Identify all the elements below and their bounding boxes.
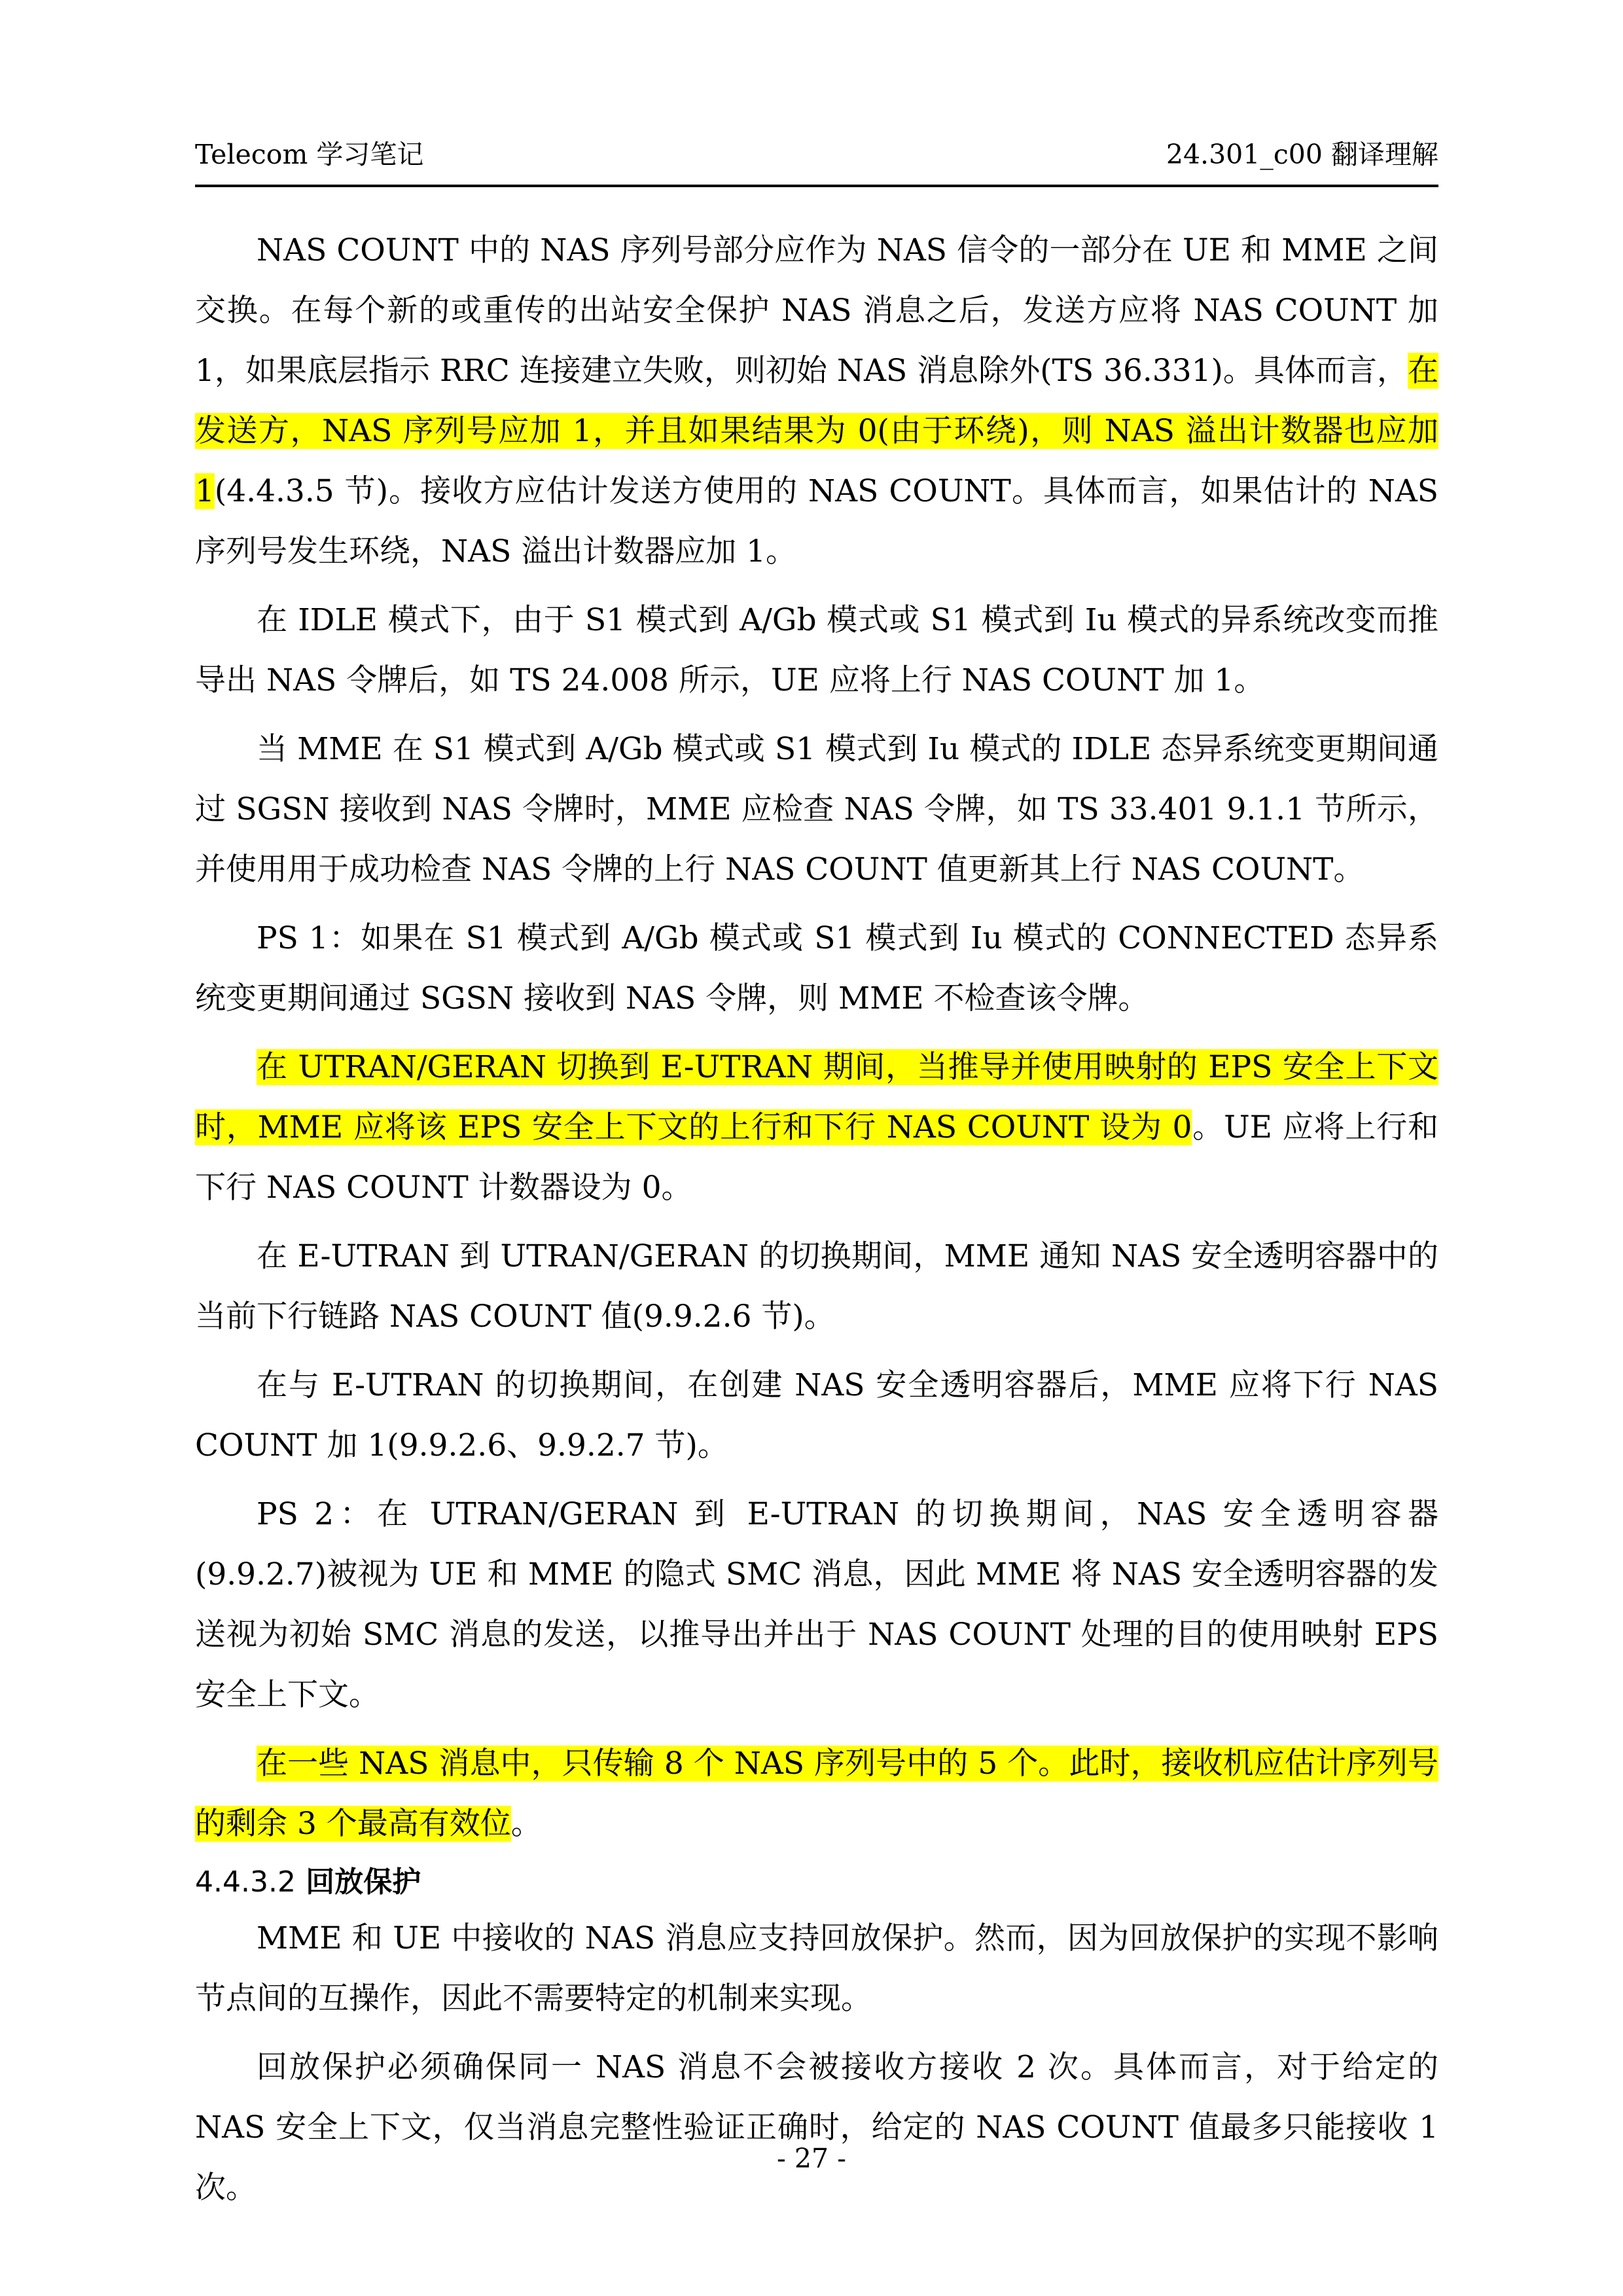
paragraph-replay-support — [195, 1909, 1438, 2029]
header-title: Telecom 学习笔记 — [195, 139, 424, 170]
paragraph-text: MME 和 UE 中接收的 NAS 消息应支持回放保护。然而，因为回放保护的实现不影响节点间的互操作，因此不需要特定的机制来实现。 — [195, 1920, 1438, 2017]
paragraph-replay-guarantee — [195, 2037, 1438, 2218]
paragraph-ps1 — [195, 908, 1438, 1029]
paragraph-idle-mode — [195, 590, 1438, 711]
section-title: 回放保护 — [306, 1865, 421, 1899]
paragraph-text: NAS COUNT 中的 NAS 序列号部分应作为 NAS 信令的一部分在 UE 和 MME 之间交换。在每个新的或重传的出站安全保护 NAS 消息之后，发送方应将 NAS COUNT 加 1，如果底层指示 RRC 连接建立失败，则初始 NAS 消息除外(TS 36.331)。具体而言， — [195, 232, 1438, 389]
paragraph-text: 。UE 应将上行和下行 NAS COUNT 计数器设为 0。 — [195, 1109, 1439, 1206]
highlighted-text: 在发送方，NAS 序列号应加 1，并且如果结果为 0(由于环绕)，则 NAS 溢出计数器也应加 1 — [195, 353, 1438, 509]
header-rule — [195, 185, 1438, 187]
paragraph-ps2 — [195, 1484, 1438, 1725]
paragraph-utran-handover — [195, 1037, 1438, 1218]
paragraph-text: 回放保护必须确保同一 NAS 消息不会被接收方接收 2 次。具体而言，对于给定的 NAS 安全上下文，仅当消息完整性验证正确时，给定的 NAS COUNT 值最多只能接收 1 次。 — [195, 2049, 1438, 2206]
paragraph-eutran-handover — [195, 1355, 1438, 1476]
paragraph-text: 在与 E-UTRAN 的切换期间，在创建 NAS 安全透明容器后，MME 应将下行 NAS COUNT 加 1(9.9.2.6、9.9.2.7 节)。 — [195, 1367, 1438, 1463]
paragraph-mme-sgsn — [195, 719, 1438, 900]
page-header — [195, 135, 1438, 183]
highlighted-text: 在一些 NAS 消息中，只传输 8 个 NAS 序列号中的 5 个。此时，接收机应估计序列号的剩余 3 个最高有效位 — [195, 1746, 1438, 1842]
paragraph-text: (4.4.3.5 节)。接收方应估计发送方使用的 NAS COUNT。具体而言，如果估计的 NAS 序列号发生环绕，NAS 溢出计数器应加 1。 — [195, 473, 1438, 569]
paragraph-text: 在 E-UTRAN 到 UTRAN/GERAN 的切换期间，MME 通知 NAS 安全透明容器中的当前下行链路 NAS COUNT 值(9.9.2.6 节)。 — [195, 1238, 1438, 1335]
section-number: 4.4.3.2 — [195, 1865, 296, 1899]
highlighted-text: 在 UTRAN/GERAN 切换到 E-UTRAN 期间，当推导并使用映射的 EPS 安全上下文时，MME 应将该 EPS 安全上下文的上行和下行 NAS COUNT 设为 0 — [195, 1049, 1438, 1145]
paragraph-eutran-to-utran — [195, 1227, 1438, 1347]
header-document-id: 24.301_c00 翻译理解 — [1166, 139, 1438, 170]
page-number: - 27 - — [777, 2143, 846, 2174]
paragraph-text: 在 IDLE 模式下，由于 S1 模式到 A/Gb 模式或 S1 模式到 Iu 模式的异系统改变而推导出 NAS 令牌后，如 TS 24.008 所示，UE 应将上行 NAS COUNT 加 1。 — [195, 602, 1438, 698]
paragraph-text: PS 2：在 UTRAN/GERAN 到 E-UTRAN 的切换期间，NAS 安全透明容器(9.9.2.7)被视为 UE 和 MME 的隐式 SMC 消息，因此 MME 将 NAS 安全透明容器的发送视为初始 SMC 消息的发送，以推导出并出于 NAS COUNT 处理的目的使用映射 EPS 安全上下文。 — [195, 1496, 1438, 1713]
paragraph-text: 当 MME 在 S1 模式到 A/Gb 模式或 S1 模式到 Iu 模式的 IDLE 态异系统变更期间通过 SGSN 接收到 NAS 令牌时，MME 应检查 NAS 令牌，如 TS 33.401 9.1.1 节所示，并使用用于成功检查 NAS 令牌的上行 NAS COUNT 值更新其上行 NAS COUNT。 — [195, 731, 1438, 888]
paragraph-nas-count-exchange — [195, 221, 1438, 582]
paragraph-text: 。 — [510, 1806, 542, 1842]
page-body — [195, 221, 1438, 2227]
section-heading — [195, 1859, 1438, 1906]
paragraph-sequence-bits — [195, 1734, 1438, 1854]
paragraph-text: PS 1：如果在 S1 模式到 A/Gb 模式或 S1 模式到 Iu 模式的 CONNECTED 态异系统变更期间通过 SGSN 接收到 NAS 令牌，则 MME 不检查该令牌。 — [195, 920, 1438, 1016]
